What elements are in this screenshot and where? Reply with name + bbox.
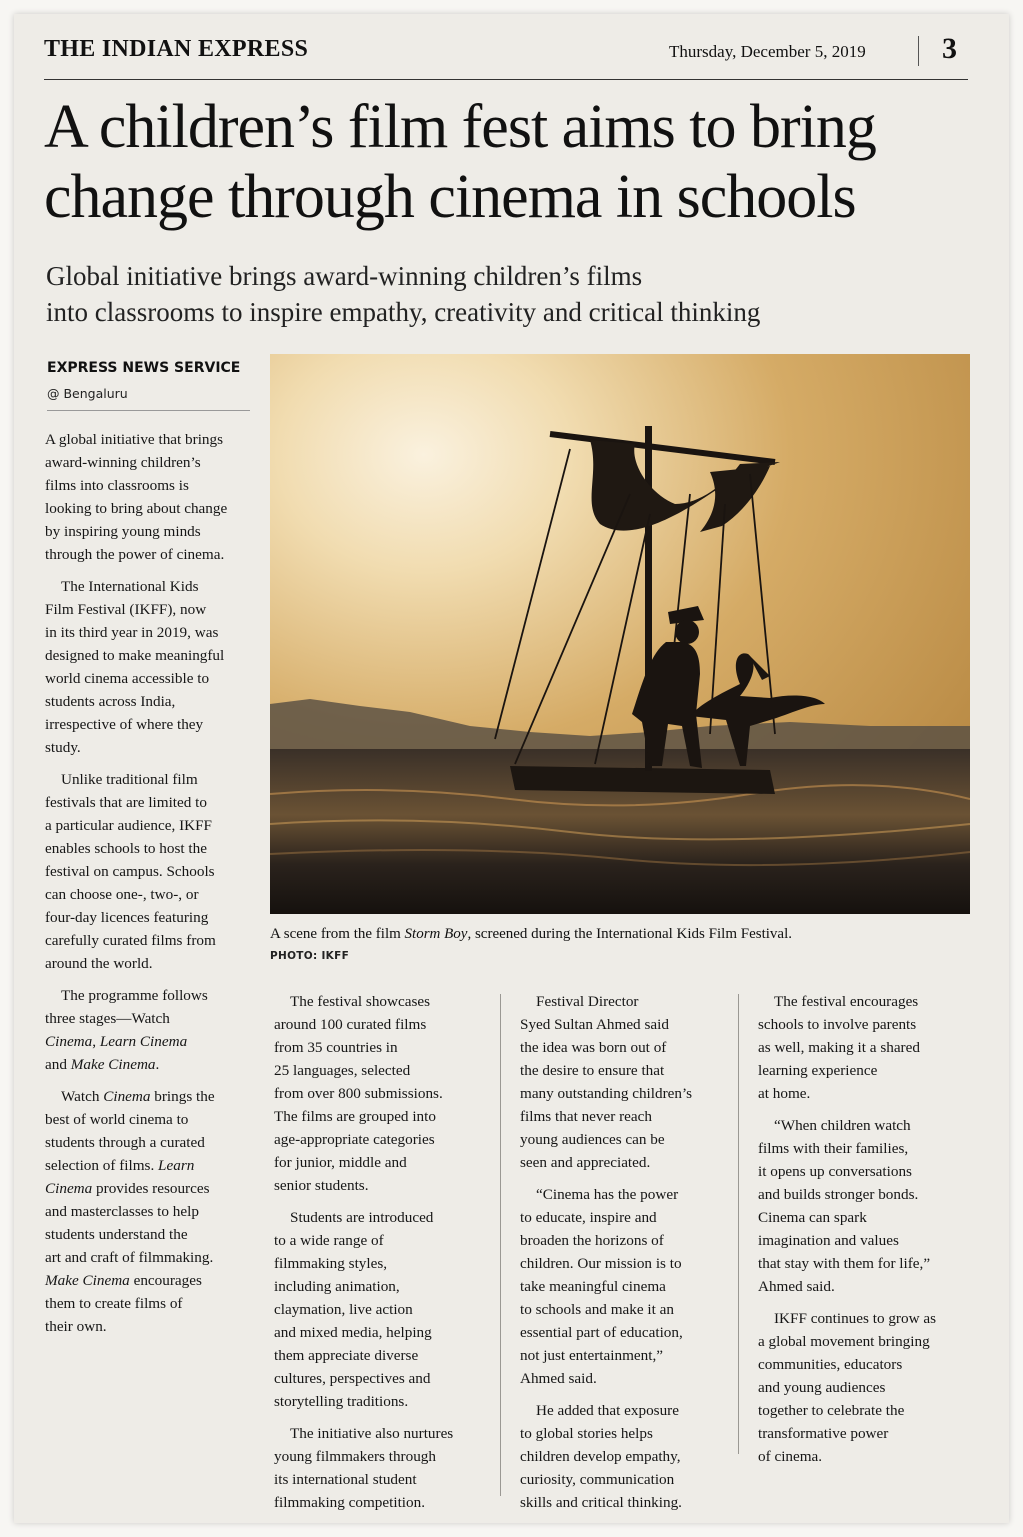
text-line: as well, making it a shared — [758, 1039, 920, 1056]
text-line: it opens up conversations — [758, 1163, 912, 1180]
text-line: The programme follows — [61, 987, 208, 1004]
column-rule — [738, 994, 739, 1454]
film-stage-name: Cinema — [45, 1180, 93, 1197]
text-fragment: Watch — [61, 1088, 104, 1105]
text-line: curiosity, communication — [520, 1471, 675, 1488]
paragraph — [520, 1183, 732, 1390]
byline-rule — [47, 410, 250, 411]
text-fragment: encourages — [129, 1272, 202, 1289]
text-line: schools to involve parents — [758, 1016, 917, 1033]
storm-boy-scene-image — [270, 354, 970, 914]
text-line: to a wide range of — [274, 1232, 384, 1249]
film-stage-name: Make Cinema — [70, 1056, 156, 1073]
photo-caption — [270, 926, 792, 943]
publication-date: Thursday, December 5, 2019 — [669, 42, 866, 61]
paragraph — [758, 1114, 978, 1298]
text-line: imagination and values — [758, 1232, 899, 1249]
text-line: take meaningful cinema — [520, 1278, 666, 1295]
text-line: storytelling traditions. — [274, 1393, 409, 1410]
text-line: young audiences can be — [520, 1131, 665, 1148]
text-line: students through a curated — [45, 1134, 205, 1151]
film-stage-name: Cinema — [103, 1088, 151, 1105]
text-line: The films are grouped into — [274, 1108, 436, 1125]
article-column-2 — [274, 990, 492, 1523]
text-fragment: , — [92, 1033, 100, 1050]
text-line: world cinema accessible to — [45, 670, 210, 687]
text-line: Cinema can spark — [758, 1209, 867, 1226]
text-line: enables schools to host the — [45, 840, 207, 857]
text-line: “Cinema has the power — [536, 1186, 679, 1203]
paragraph — [274, 1422, 492, 1514]
text-line: young filmmakers through — [274, 1448, 436, 1465]
headline — [44, 92, 984, 232]
text-line: skills and critical thinking. — [520, 1494, 682, 1511]
caption-text: , screened during the International Kids Film Festival. — [467, 926, 792, 942]
text-line: filmmaking competition. — [274, 1494, 426, 1511]
text-line: its international student — [274, 1471, 417, 1488]
byline: EXPRESS NEWS SERVICE — [47, 360, 241, 376]
text-line: The initiative also nurtures — [290, 1425, 454, 1442]
caption-film-title: Storm Boy — [404, 926, 468, 942]
caption-text: A scene from the film — [270, 926, 405, 942]
text-line: their own. — [45, 1318, 107, 1335]
text-line: for junior, middle and — [274, 1154, 407, 1171]
text-line: including animation, — [274, 1278, 400, 1295]
text-line: award-winning children’s — [45, 454, 201, 471]
text-line: learning experience — [758, 1062, 878, 1079]
column-rule — [500, 994, 501, 1496]
text-line: festival on campus. Schools — [45, 863, 215, 880]
text-line: and young audiences — [758, 1379, 886, 1396]
text-line: designed to make meaningful — [45, 647, 225, 664]
text-line: films that never reach — [520, 1108, 652, 1125]
headline-line-1: A children’s film fest aims to bring — [44, 93, 876, 161]
text-line: at home. — [758, 1085, 811, 1102]
article-column-3 — [520, 990, 732, 1523]
paragraph — [45, 984, 260, 1076]
text-line: 25 languages, selected — [274, 1062, 411, 1079]
paragraph — [520, 1399, 732, 1514]
text-line: cultures, perspectives and — [274, 1370, 431, 1387]
text-line: filmmaking styles, — [274, 1255, 388, 1272]
film-stage-name: Cinema — [45, 1033, 93, 1050]
text-line: A global initiative that brings — [45, 431, 224, 448]
text-line: not just entertainment,” — [520, 1347, 663, 1364]
text-line: them appreciate diverse — [274, 1347, 419, 1364]
text-line: students understand the — [45, 1226, 188, 1243]
masthead: THE INDIAN EXPRESS — [44, 36, 309, 62]
text-line: from over 800 submissions. — [274, 1085, 443, 1102]
text-line: Syed Sultan Ahmed said — [520, 1016, 669, 1033]
text-line: Unlike traditional film — [61, 771, 198, 788]
text-line: irrespective of where they — [45, 716, 204, 733]
text-line: senior students. — [274, 1177, 369, 1194]
text-line: from 35 countries in — [274, 1039, 398, 1056]
paragraph — [274, 990, 492, 1197]
text-line: and mixed media, helping — [274, 1324, 432, 1341]
text-line: Ahmed said. — [758, 1278, 835, 1295]
film-stage-name: Learn Cinema — [99, 1033, 188, 1050]
text-line: of cinema. — [758, 1448, 823, 1465]
paragraph — [758, 1307, 978, 1468]
text-line: through the power of cinema. — [45, 546, 225, 563]
text-line: The International Kids — [61, 578, 199, 595]
text-line: age-appropriate categories — [274, 1131, 435, 1148]
film-stage-name: Learn — [158, 1157, 195, 1174]
dateline: @ Bengaluru — [47, 386, 128, 401]
headline-line-2: change through cinema in schools — [44, 163, 856, 231]
page-number: 3 — [942, 32, 957, 65]
text-line: that stay with them for life,” — [758, 1255, 931, 1272]
text-line: three stages—Watch — [45, 1010, 170, 1027]
text-line: essential part of education, — [520, 1324, 683, 1341]
text-line: four-day licences featuring — [45, 909, 209, 926]
text-line: Ahmed said. — [520, 1370, 597, 1387]
text-fragment: provides resources — [92, 1180, 210, 1197]
text-line: IKFF continues to grow as — [774, 1310, 936, 1327]
text-line: around the world. — [45, 955, 153, 972]
text-fragment: . — [155, 1056, 160, 1073]
text-line: to schools and make it an — [520, 1301, 674, 1318]
text-line: together to celebrate the — [758, 1402, 905, 1419]
text-line: the desire to ensure that — [520, 1062, 665, 1079]
text-fragment: and — [45, 1056, 71, 1073]
text-fragment: selection of films. — [45, 1157, 159, 1174]
paragraph — [520, 990, 732, 1174]
text-line: claymation, live action — [274, 1301, 413, 1318]
text-line: to global stories helps — [520, 1425, 653, 1442]
paragraph — [274, 1206, 492, 1413]
article-column-1 — [45, 428, 260, 1347]
text-line: children develop empathy, — [520, 1448, 681, 1465]
deck — [46, 258, 946, 330]
text-line: in its third year in 2019, was — [45, 624, 219, 641]
text-line: students across India, — [45, 693, 176, 710]
text-line: and builds stronger bonds. — [758, 1186, 919, 1203]
paragraph — [45, 575, 260, 759]
text-line: transformative power — [758, 1425, 889, 1442]
text-line: a particular audience, IKFF — [45, 817, 212, 834]
header-divider — [918, 36, 919, 66]
header-rule — [44, 79, 968, 80]
text-line: The festival encourages — [774, 993, 919, 1010]
text-line: a global movement bringing — [758, 1333, 930, 1350]
text-line: He added that exposure — [536, 1402, 679, 1419]
text-line: “When children watch — [774, 1117, 911, 1134]
deck-line-1: Global initiative brings award-winning children’s films — [46, 261, 643, 291]
text-line: films with their families, — [758, 1140, 909, 1157]
text-line: the idea was born out of — [520, 1039, 667, 1056]
text-line: study. — [45, 739, 81, 756]
text-line: looking to bring about change — [45, 500, 228, 517]
text-line: by inspiring young minds — [45, 523, 201, 540]
text-line: many outstanding children’s — [520, 1085, 693, 1102]
paragraph — [45, 428, 260, 566]
paragraph — [45, 1085, 260, 1338]
text-line: broaden the horizons of — [520, 1232, 664, 1249]
text-line: communities, educators — [758, 1356, 903, 1373]
text-line: them to create films of — [45, 1295, 183, 1312]
text-line: festivals that are limited to — [45, 794, 207, 811]
text-line: art and craft of filmmaking. — [45, 1249, 214, 1266]
article-column-4 — [758, 990, 978, 1477]
text-line: best of world cinema to — [45, 1111, 189, 1128]
text-fragment: brings the — [150, 1088, 215, 1105]
paragraph — [45, 768, 260, 975]
text-line: around 100 curated films — [274, 1016, 427, 1033]
newspaper-page — [14, 14, 1009, 1523]
film-stage-name: Make Cinema — [45, 1272, 130, 1289]
deck-line-2: into classrooms to inspire empathy, creativity and critical thinking — [46, 297, 761, 327]
text-line: films into classrooms is — [45, 477, 189, 494]
text-line: carefully curated films from — [45, 932, 216, 949]
text-line: children. Our mission is to — [520, 1255, 682, 1272]
article-photo — [270, 354, 970, 914]
text-line: can choose one-, two-, or — [45, 886, 199, 903]
text-line: seen and appreciated. — [520, 1154, 651, 1171]
paragraph — [758, 990, 978, 1105]
text-line: to educate, inspire and — [520, 1209, 657, 1226]
text-line: Festival Director — [536, 993, 639, 1010]
text-line: The festival showcases — [290, 993, 431, 1010]
text-line: Film Festival (IKFF), now — [45, 601, 207, 618]
photo-credit: PHOTO: IKFF — [270, 950, 350, 962]
text-line: Students are introduced — [290, 1209, 434, 1226]
text-line: and masterclasses to help — [45, 1203, 199, 1220]
